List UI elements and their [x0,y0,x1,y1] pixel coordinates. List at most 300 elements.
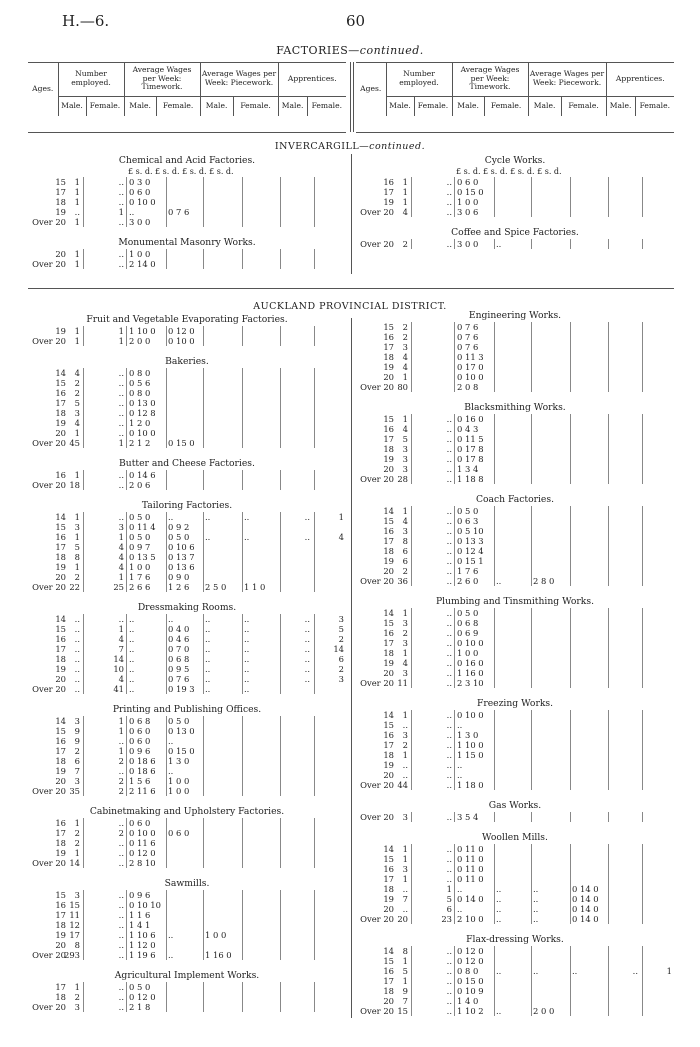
data-cell: 2 11 6 [129,786,156,796]
column-rule [242,674,243,684]
column-rule [454,854,455,864]
data-cell: .. [533,894,539,904]
column-rule [642,628,643,638]
table-row [28,992,346,1002]
data-cell: 1 [402,710,408,720]
data-cell: 2 [118,756,124,766]
column-rule [203,716,204,726]
column-rule [494,946,495,956]
data-cell: 2 [118,786,124,796]
column-rule [608,946,609,956]
data-cell: 0 6 0 [129,736,151,746]
column-rule [642,638,643,648]
column-rule [411,556,412,566]
column-rule [166,522,167,532]
data-cell: .. [168,930,174,940]
table-row [28,532,346,542]
data-cell: 1 [74,512,80,522]
column-rule [494,464,495,474]
column-rule [242,664,243,674]
column-rule [454,894,455,904]
column-rule [203,654,204,664]
table-row [28,674,346,684]
column-rule [166,582,167,592]
column-rule [242,197,243,207]
age-cell: 17 [383,187,394,197]
age-cell: 14 [55,368,66,378]
column-rule [203,858,204,868]
table-row [356,780,674,790]
column-rule [570,322,571,332]
column-rule [166,900,167,910]
column-rule [83,249,84,259]
table-row [28,848,346,858]
column-rule [642,730,643,740]
column-rule [166,736,167,746]
col-male: Male. [606,96,635,116]
data-cell: .. [457,720,463,730]
column-rule [531,812,532,822]
age-cell: 15 [55,726,66,736]
column-rule [166,177,167,187]
column-rule [411,894,412,904]
column-rule [314,532,315,542]
column-rule [454,322,455,332]
column-rule [242,818,243,828]
column-rule [411,914,412,924]
data-cell: 0 11 0 [457,854,484,864]
column-rule [570,770,571,780]
data-cell: 0 14 6 [129,470,156,480]
column-rule [203,848,204,858]
column-rule [126,746,127,756]
column-rule [454,780,455,790]
data-cell: 0 7 0 [168,644,190,654]
data-cell: 9 [402,986,408,996]
column-rule [83,828,84,838]
column-rule [454,904,455,914]
column-rule [242,848,243,858]
data-cell: 0 10 9 [457,986,484,996]
age-cell: 17 [383,342,394,352]
column-rule [494,197,495,207]
data-cell: .. [118,470,124,480]
data-cell: 1 10 0 [457,740,484,750]
column-rule [454,474,455,484]
column-rule [454,454,455,464]
data-cell: 0 6 0 [129,818,151,828]
column-rule [280,890,281,900]
data-cell: 2 [74,572,80,582]
data-cell: .. [446,770,452,780]
table-row [28,336,346,346]
column-rule [126,726,127,736]
data-cell: 3 [118,522,124,532]
column-rule [454,618,455,628]
column-rule [494,382,495,392]
column-rule [314,654,315,664]
column-rule [126,736,127,746]
column-rule [608,526,609,536]
column-rule [280,940,281,950]
column-rule [642,750,643,760]
age-cell: Over 20 [32,950,66,960]
column-rule [608,648,609,658]
data-cell: 5 [402,966,408,976]
data-cell: .. [304,634,310,644]
column-rule [83,890,84,900]
column-rule [642,414,643,424]
column-rule [411,352,412,362]
data-cell: .. [118,890,124,900]
column-rule [126,249,127,259]
data-cell: 2 0 0 [129,336,151,346]
column-rule [454,996,455,1006]
column-rule [411,207,412,217]
data-cell: 1 1 6 [129,910,151,920]
column-rule [203,664,204,674]
column-rule [203,684,204,694]
age-cell: 19 [55,930,66,940]
column-rule [608,780,609,790]
data-cell: 4 [118,634,124,644]
data-cell: 0 7 6 [457,342,479,352]
data-cell: .. [533,884,539,894]
data-cell: .. [118,614,124,624]
age-cell: 17 [383,536,394,546]
column-rule [314,838,315,848]
column-rule [126,900,127,910]
table-row [356,812,674,822]
data-cell: 0 15 0 [457,976,484,986]
data-cell: .. [402,770,408,780]
data-cell: 1 18 0 [457,780,484,790]
column-rule [314,572,315,582]
column-rule [280,766,281,776]
column-rule [166,828,167,838]
data-cell: .. [446,750,452,760]
column-rule [608,884,609,894]
age-cell: 15 [55,522,66,532]
column-rule [642,424,643,434]
data-cell: 1 [338,512,344,522]
column-rule [494,444,495,454]
column-rule [166,480,167,490]
column-rule [166,542,167,552]
table-row [356,710,674,720]
table-row [356,207,674,217]
column-rule [642,914,643,924]
column-rule [608,536,609,546]
table-row [28,1002,346,1012]
data-cell: 0 12 0 [129,992,156,1002]
data-cell: 8 [402,946,408,956]
data-cell: .. [304,644,310,654]
data-cell: 0 11 0 [457,844,484,854]
data-cell: .. [205,644,211,654]
column-rule [83,746,84,756]
data-cell: .. [304,512,310,522]
data-cell: 0 10 0 [129,197,156,207]
column-rule [166,684,167,694]
data-cell: 1 [74,249,80,259]
column-rule [166,674,167,684]
column-rule [203,736,204,746]
data-cell: .. [402,884,408,894]
column-rule [166,378,167,388]
section-gas [356,800,674,822]
column-rule [203,582,204,592]
column-rule [126,786,127,796]
data-cell: 1 15 0 [457,750,484,760]
column-rule [83,766,84,776]
section-engineering [356,310,674,392]
column-rule [454,628,455,638]
data-cell: .. [446,986,452,996]
column-rule [454,434,455,444]
data-cell: 4 [402,362,408,372]
age-cell: 16 [383,864,394,874]
data-cell: 3 [74,522,80,532]
column-rule [83,542,84,552]
column-rule [126,644,127,654]
section-title: Butter and Cheese Factories. [119,458,255,469]
age-cell: 17 [55,187,66,197]
data-cell: 3 [402,812,408,822]
column-rule [411,770,412,780]
column-rule [203,398,204,408]
data-cell: 1 [402,177,408,187]
data-cell: .. [74,634,80,644]
data-cell: .. [446,414,452,424]
data-cell: 0 7 6 [168,674,190,684]
table-row [356,864,674,874]
age-cell: 17 [55,746,66,756]
column-rule [411,956,412,966]
column-rule [531,332,532,342]
age-cell: 15 [55,624,66,634]
data-cell: 3 [74,408,80,418]
data-cell: .. [446,576,452,586]
column-rule [570,207,571,217]
age-cell: 18 [383,750,394,760]
column-rule [242,766,243,776]
column-rule [531,464,532,474]
column-rule [166,562,167,572]
data-cell: .. [118,418,124,428]
age-cell: 20 [55,776,66,786]
column-rule [570,914,571,924]
column-rule [83,664,84,674]
data-cell: .. [118,930,124,940]
column-rule [531,187,532,197]
column-rule [242,838,243,848]
column-rule [280,664,281,674]
data-cell: .. [118,736,124,746]
column-rule [314,249,315,259]
data-cell: 0 15 0 [168,746,195,756]
column-rule [314,378,315,388]
data-cell: .. [205,674,211,684]
column-rule [83,684,84,694]
column-rule [531,638,532,648]
column-rule [531,197,532,207]
column-rule [531,864,532,874]
column-rule [280,522,281,532]
column-rule [83,259,84,269]
column-rule [570,516,571,526]
column-rule [454,464,455,474]
table-row [356,434,674,444]
data-cell: 1 [118,438,124,448]
column-rule [494,414,495,424]
column-rule [608,187,609,197]
age-cell: 18 [55,920,66,930]
column-rule [531,372,532,382]
column-rule [531,516,532,526]
column-rule [203,900,204,910]
column-rule [83,562,84,572]
data-cell: .. [496,966,502,976]
column-rule [83,552,84,562]
data-cell: .. [457,760,463,770]
column-rule [642,566,643,576]
table-row [356,770,674,780]
column-rule [242,398,243,408]
column-rule [642,770,643,780]
column-rule [531,618,532,628]
column-rule [314,522,315,532]
column-rule [166,634,167,644]
column-rule [203,726,204,736]
column-rule [454,770,455,780]
column-rule [570,946,571,956]
column-rule [608,976,609,986]
section-title: Tailoring Factories. [141,500,233,511]
column-rule [83,438,84,448]
data-cell: 0 10 0 [457,710,484,720]
column-rule [570,618,571,628]
table-row [356,372,674,382]
column-rule [126,818,127,828]
section-sawmills [28,878,346,960]
column-rule [570,342,571,352]
data-cell: .. [74,207,80,217]
column-rule [642,362,643,372]
data-cell: .. [446,720,452,730]
column-rule [570,444,571,454]
data-cell: .. [129,664,135,674]
column-rule [494,566,495,576]
column-rule [126,326,127,336]
column-rule [570,874,571,884]
column-rule [494,740,495,750]
data-cell: 1 [74,532,80,542]
column-rule [454,414,455,424]
column-rule [83,614,84,624]
column-rule [242,438,243,448]
age-cell: Over 20 [360,914,394,924]
data-cell: .. [205,512,211,522]
data-cell: .. [118,982,124,992]
data-cell: .. [457,770,463,780]
data-cell: 14 [69,858,80,868]
data-cell: 41 [113,684,124,694]
column-rule [411,720,412,730]
column-rule [242,910,243,920]
data-cell: 5 [402,434,408,444]
data-cell: 3 [402,464,408,474]
data-cell: .. [446,618,452,628]
column-rule [203,336,204,346]
column-rule [531,536,532,546]
column-rule [570,187,571,197]
currency-unit-row [356,167,674,177]
data-cell: 3 [402,730,408,740]
table-row [28,582,346,592]
table-row [356,362,674,372]
data-cell: 8 [402,536,408,546]
column-rule [280,552,281,562]
column-rule [314,408,315,418]
data-cell: .. [118,920,124,930]
age-cell: 15 [55,177,66,187]
column-rule [242,562,243,572]
data-cell: 1 1 0 [244,582,266,592]
column-rule [83,920,84,930]
data-cell: .. [74,664,80,674]
column-rule [314,480,315,490]
data-cell: 0 17 0 [457,362,484,372]
column-rule [166,614,167,624]
data-cell: 1 0 0 [168,776,190,786]
column-rule [531,658,532,668]
data-cell: 0 6 8 [457,618,479,628]
column-rule [411,608,412,618]
column-rule [642,187,643,197]
data-cell: .. [446,177,452,187]
column-rule [83,900,84,910]
column-rule [454,648,455,658]
column-rule [83,674,84,684]
table-row [28,217,346,227]
column-rule [242,950,243,960]
data-cell: 0 5 0 [129,512,151,522]
column-rule [203,532,204,542]
column-rule [242,756,243,766]
table-row [28,197,346,207]
data-cell: 3 0 0 [457,239,479,249]
data-cell: 0 11 3 [457,352,484,362]
column-rule [608,516,609,526]
column-rule [454,874,455,884]
column-rule [494,628,495,638]
column-rule [642,464,643,474]
column-rule [280,726,281,736]
column-rule [494,770,495,780]
column-rule [531,342,532,352]
column-rule [531,628,532,638]
data-cell: 0 11 0 [457,864,484,874]
data-cell: .. [496,894,502,904]
column-rule [203,217,204,227]
data-cell: .. [446,996,452,1006]
age-cell: 20 [55,249,66,259]
data-cell: 0 5 0 [168,716,190,726]
column-rule [314,716,315,726]
column-rule [126,368,127,378]
table-row [356,966,674,976]
